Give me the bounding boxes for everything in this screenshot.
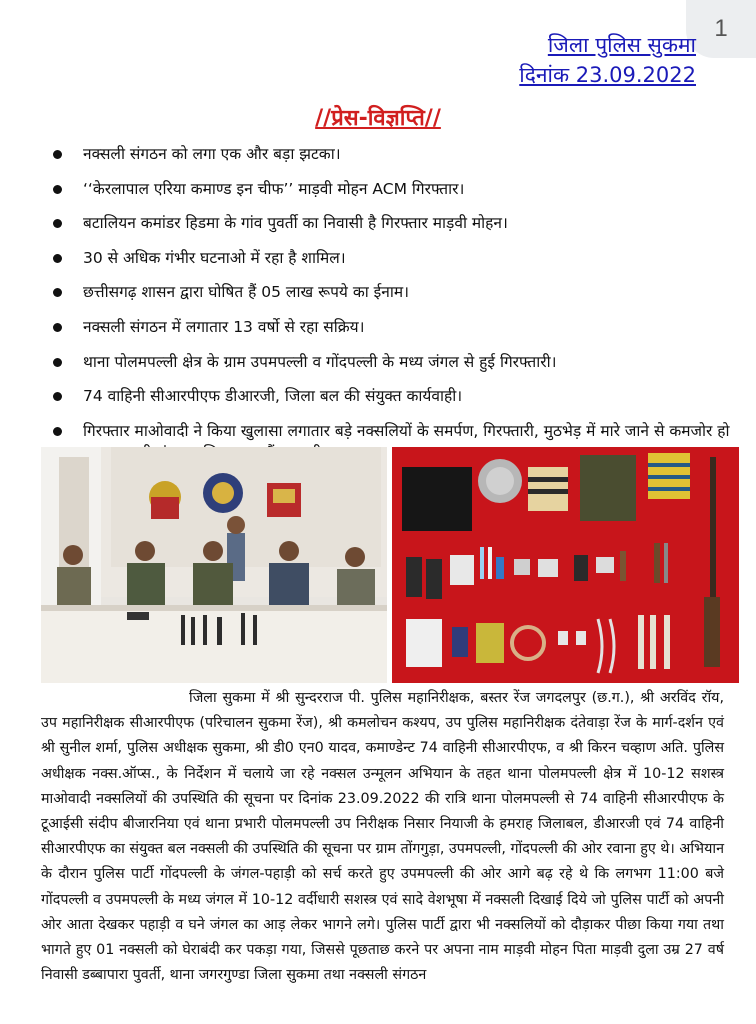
list-item: थाना पोलमपल्ली क्षेत्र के ग्राम उपमपल्ली व गोंदपल्ली के मध्य जंगल से हुई गिरफ्तारी।: [50, 351, 730, 373]
seized-items-photo: [392, 447, 739, 683]
emblem-center: [203, 473, 243, 513]
list-item: नक्सली संगठन को लगा एक और बड़ा झटका।: [50, 143, 730, 165]
page-number: 1: [714, 15, 728, 42]
district-police-heading: जिला पुलिस सुकमा: [547, 33, 696, 57]
striped-garment: [648, 453, 690, 499]
body-paragraph: जिला सुकमा में श्री सुन्दरराज पी. पुलिस महानिरीक्षक, बस्तर रेंज जगदलपुर (छ.ग.), श्री अरविंद रॉय, उप महानिरीक्षक सीआरपीएफ (परिचालन सुकमा रेंज), श्री कमलोचन कश्यप, उप पुलिस महानिरीक्षक दंतेवाड़ा रेंज के मार्ग-दर्शन एवं श्री सुनील शर्मा, पुलिस अधीक्षक सुकमा, श्री डी0 एन0 यादव, कमाण्डेन्ट 74 वाहिनी सीआरपीएफ, व श्री किरन चव्हाण अति. पुलिस अधीक्षक नक्स.ऑप्स., के निर्देशन में चलाये जा रहे नक्सल उन्मूलन अभियान के तहत थाना पोलमपल्ली क्षेत्र में 10-12 सशस्त्र माओवादी नक्सलियों की उपस्थिति की सूचना पर दिनांक 23.09.2022 की रात्रि थाना पोलमपल्ली से 74 वाहिनी सीआरपीएफ के टूआईसी संदीप बीजारनिया एवं थाना प्रभारी पोलमपल्ली उप निरीक्षक निसार नियाजी के हमराह जिलाबल, डीआरजी एवं 74 वाहिनी सीआरपीएफ का संयुक्त बल नक्सली की उपस्थिति की सूचना पर ग्राम तोंगगुड़ा, उपमपल्ली, गोंदपल्ली की ओर रवाना हुए थे। अभियान के दौरान पुलिस पार्टी गोंदपल्ली के जंगल-पहाड़ी को सर्च करते हुए उपमपल्ली की ओर आगे बढ़ रहे थे कि लगभग 11:00 बजे गोंदपल्ली व उपमपल्ली के मध्य जंगल में 10-12 वर्दीधारी सशस्त्र एवं सादे वेशभूषा में नक्सली दिखाई दिये जो पुलिस पार्टी को अपनी ओर आता देखकर पहाड़ी व घने जंगल का आड़ लेकर भागने लगे। पुलिस पार्टी द्वारा भी नक्सलियों को दौड़ाकर पीछा किया गया तथा भागते हुए 01 नक्सली को घेराबंदी कर पकड़ा गया, जिससे पूछताछ करने पर अपना नाम माड़वी मोहन पिता माड़वी दुला उम्र 27 वर्ष निवासी डब्बापारा पुवर्ती, थाना जगरगुण्डा जिला सुकमा तथा नक्सली संगठन: [41, 690, 725, 984]
striped-bag: [528, 467, 568, 511]
list-item: नक्सली संगठन में लगातार 13 वर्षो से रहा सक्रिय।: [50, 316, 730, 338]
highlights-list: [50, 143, 730, 476]
list-item: 74 वाहिनी सीआरपीएफ डीआरजी, जिला बल की संयुक्त कार्यवाही।: [50, 385, 730, 407]
page-number-badge: [686, 0, 756, 58]
press-release-title: //प्रेस-विज्ञप्ति//: [315, 106, 441, 131]
list-item: 30 से अधिक गंभीर घटनाओ में रहा है शामिल।: [50, 247, 730, 269]
olive-backpack: [580, 455, 636, 521]
emblem-left: [149, 481, 181, 519]
press-conference-photo: [41, 447, 387, 683]
press-conference-illustration: [41, 447, 387, 683]
emblem-right: [267, 483, 301, 517]
document-header: [519, 30, 696, 90]
list-item: ‘‘केरलापाल एरिया कमाण्ड इन चीफ’’ माड़वी मोहन ACM गिरफ्तार।: [50, 178, 730, 200]
list-item: बटालियन कमांडर हिडमा के गांव पुवर्ती का निवासी है गिरफ्तार माड़वी मोहन।: [50, 212, 730, 234]
list-item: छत्तीसगढ़ शासन द्वारा घोषित हैं 05 लाख रूपये का ईनाम।: [50, 281, 730, 303]
list-item: गिरफ्तार माओवादी ने किया खुलासा लगातार बड़े नक्सलियों के समर्पण, गिरफ्तारी, मुठभेड़ में मारे जाने से कमजोर हो: [50, 420, 730, 464]
black-bag: [402, 467, 472, 531]
steel-plate: [478, 459, 522, 503]
date-line: दिनांक 23.09.2022: [519, 63, 696, 87]
seized-items-illustration: [392, 447, 739, 683]
